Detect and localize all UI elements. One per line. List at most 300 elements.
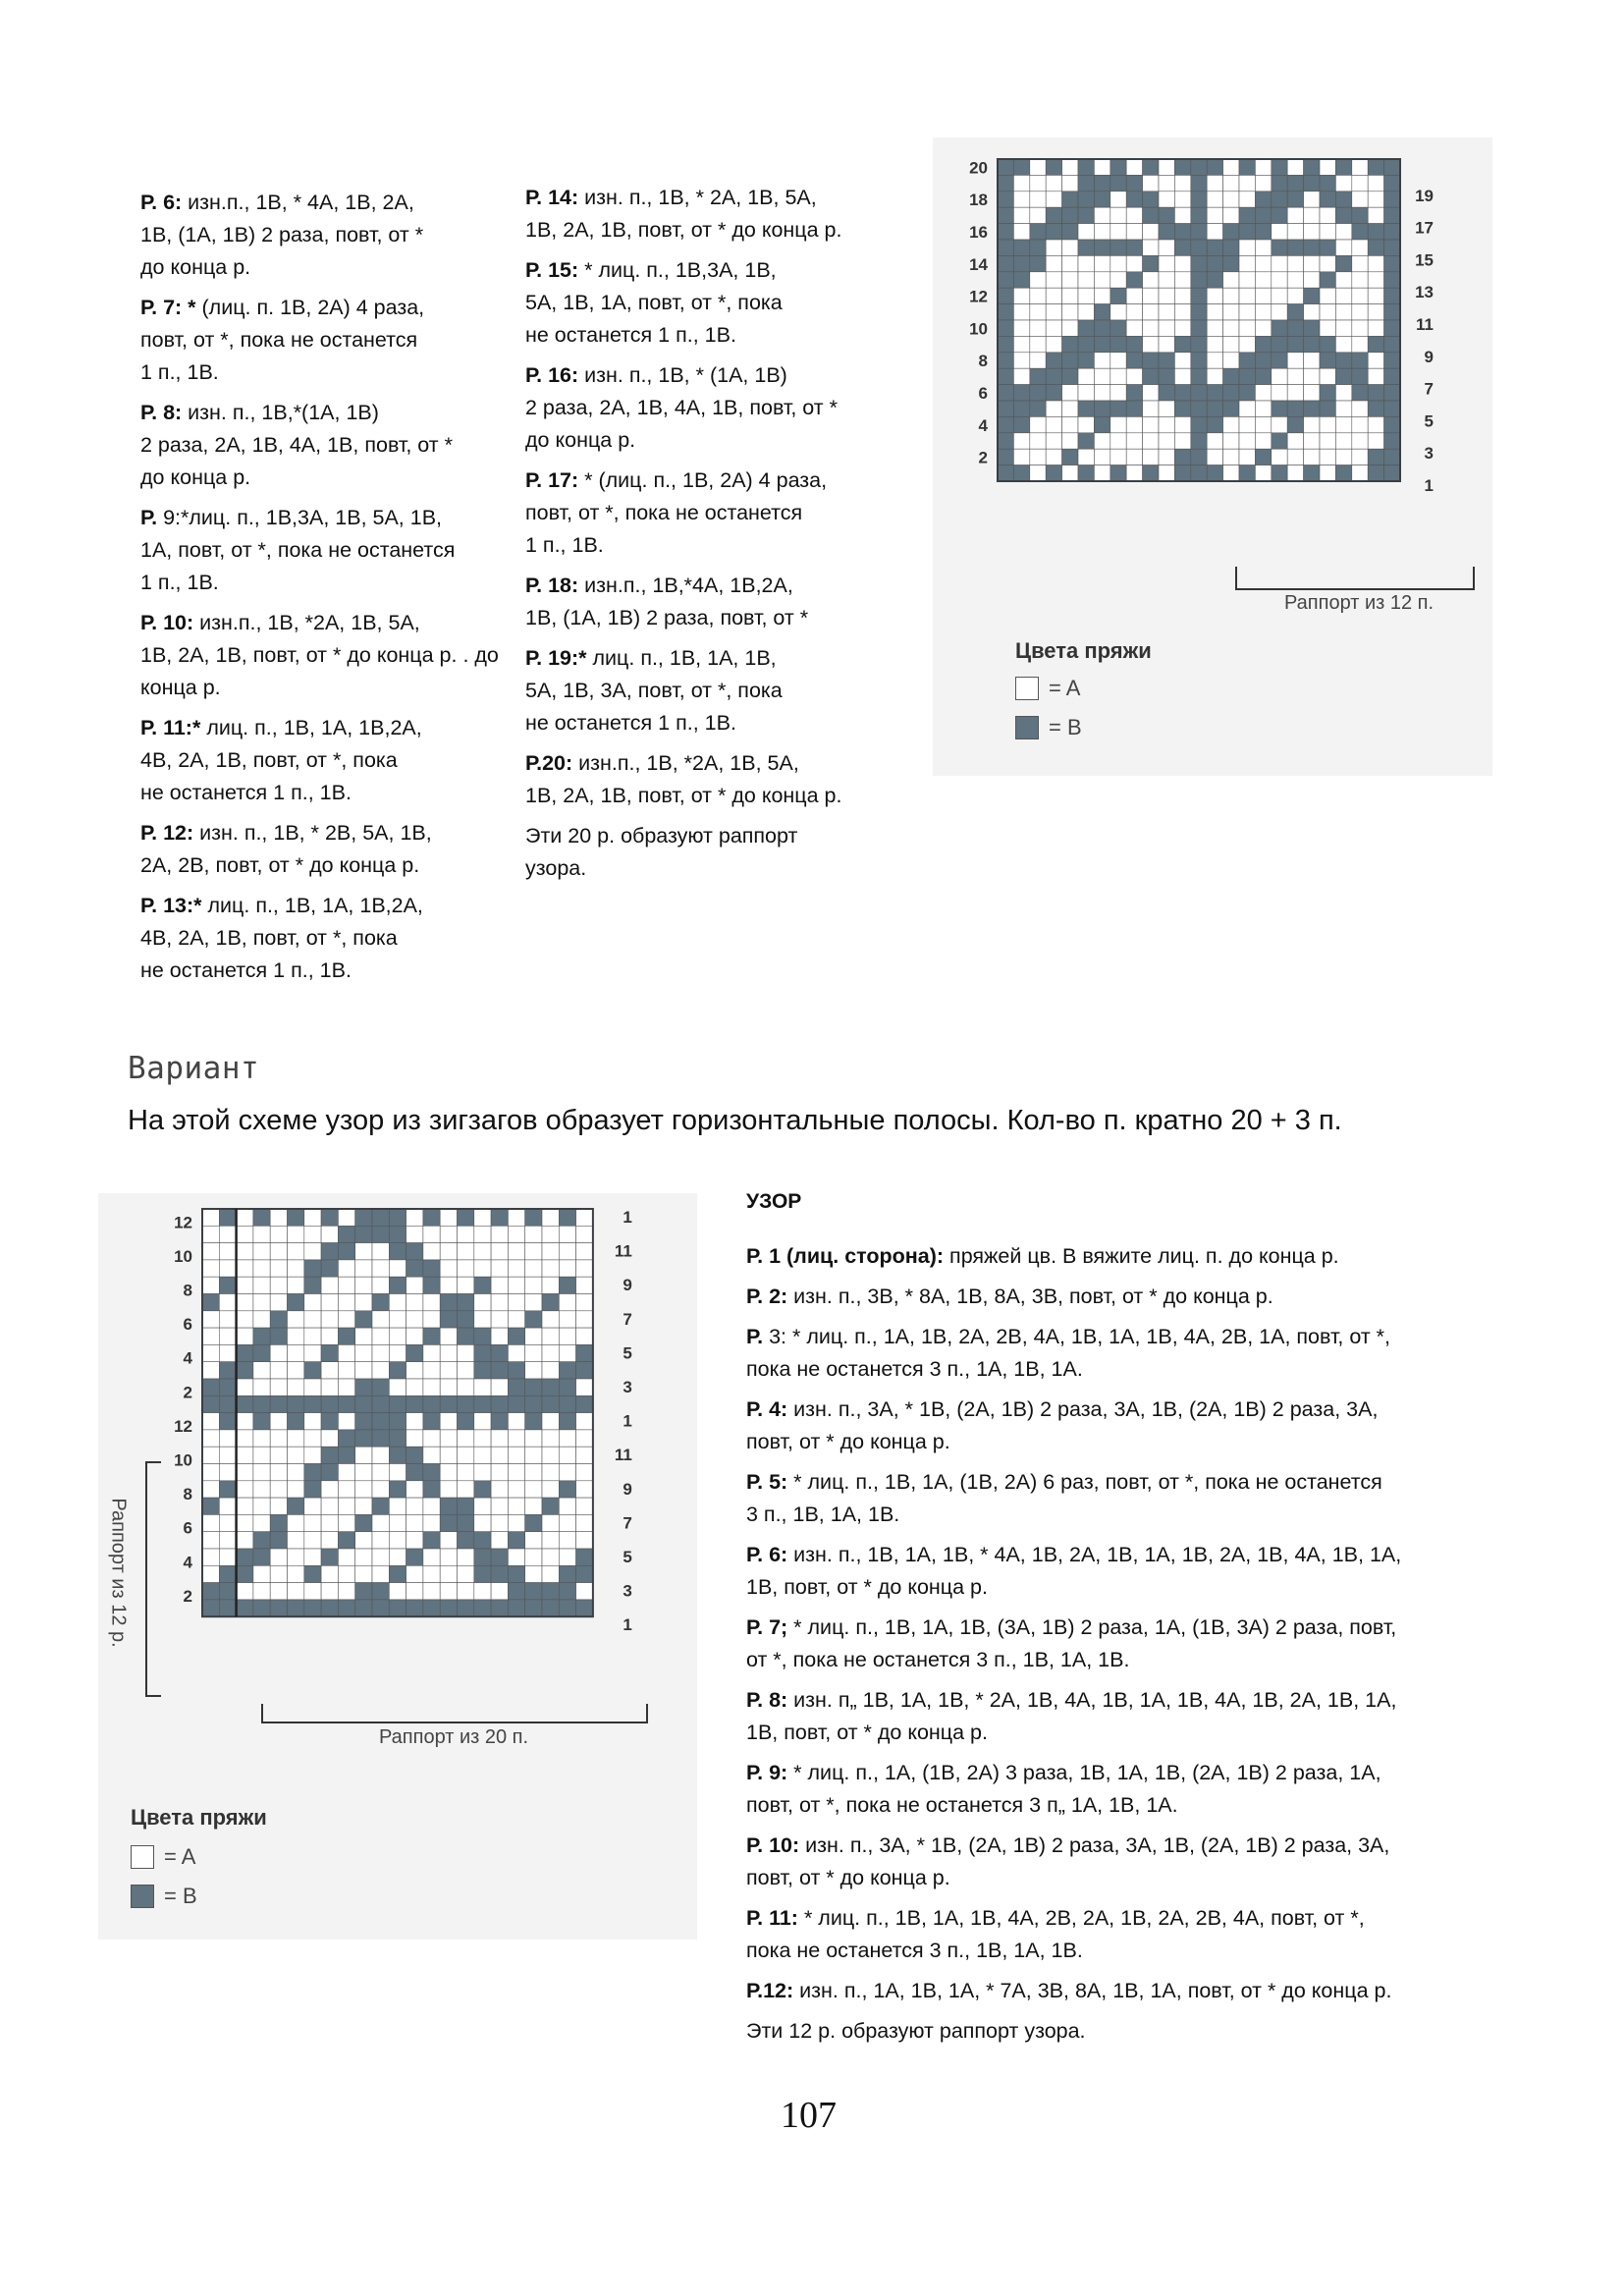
chart-cell (1159, 320, 1174, 336)
chart-cell (321, 1277, 338, 1293)
chart-cell (474, 1549, 491, 1565)
chart-cell (253, 1447, 270, 1463)
chart-cell (474, 1430, 491, 1447)
chart-cell (202, 1395, 219, 1412)
chart-cell (355, 1532, 372, 1549)
row-text-line: узора. (525, 856, 587, 880)
chart-cell (1223, 449, 1239, 465)
chart-cell (304, 1209, 321, 1226)
row-text-line: изн. п., 1В,*(1А, 1В) (188, 401, 379, 424)
row-text-line: 1В, повт, от * до конца р. (746, 1721, 988, 1744)
chart-cell (1191, 368, 1207, 384)
chart-cell (270, 1277, 287, 1293)
chart-cell (355, 1549, 372, 1565)
chart-cell (338, 1481, 354, 1498)
chart-cell (1239, 449, 1255, 465)
chart-cell (372, 1549, 389, 1565)
chart-cell (1239, 224, 1255, 240)
chart-cell (1352, 353, 1368, 368)
chart-cell (1078, 304, 1094, 320)
chart-cell (1223, 159, 1239, 175)
row-number-left: 4 (978, 415, 988, 435)
chart-cell (1174, 401, 1190, 416)
chart-cell (576, 1430, 593, 1447)
chart-cell (304, 1447, 321, 1463)
instruction-row (140, 712, 523, 809)
chart-cell (1013, 304, 1029, 320)
chart-cell (1143, 304, 1159, 320)
chart-cell (1062, 336, 1078, 352)
chart-cell (372, 1379, 389, 1395)
chart-cell (288, 1395, 304, 1412)
row-number-right: 5 (1424, 411, 1434, 431)
chart-cell (491, 1413, 508, 1430)
chart-cell (1239, 320, 1255, 336)
chart-cell (525, 1260, 542, 1277)
chart-cell (458, 1498, 474, 1514)
chart-cell (1272, 272, 1287, 288)
chart-cell (355, 1430, 372, 1447)
chart-cell (288, 1294, 304, 1311)
chart-cell (1239, 353, 1255, 368)
chart-cell (1287, 240, 1303, 255)
chart-cell (1287, 320, 1303, 336)
chart-cell (559, 1379, 575, 1395)
chart-cell (998, 401, 1013, 416)
chart-cell (406, 1430, 423, 1447)
row-label: Р. (140, 506, 158, 529)
chart-cell (1239, 304, 1255, 320)
chart-cell (1126, 433, 1142, 449)
chart-cell (440, 1311, 457, 1328)
chart-cell (1304, 304, 1320, 320)
chart-cell (474, 1379, 491, 1395)
chart-cell (491, 1395, 508, 1412)
chart-cell (1352, 224, 1368, 240)
chart-cell (1287, 449, 1303, 465)
chart-cell (1143, 449, 1159, 465)
chart-cell (1335, 416, 1351, 432)
chart-cell (406, 1294, 423, 1311)
chart-cell (1352, 191, 1368, 207)
chart-cell (1304, 207, 1320, 223)
chart-cell (304, 1464, 321, 1481)
row-number-left: 4 (183, 1348, 192, 1368)
chart-cell (321, 1549, 338, 1565)
legend-b-label: = B (164, 1884, 197, 1908)
chart-cell (576, 1243, 593, 1260)
chart-cell (1272, 255, 1287, 271)
chart-cell (288, 1328, 304, 1344)
chart-cell (542, 1464, 559, 1481)
chart-cell (321, 1464, 338, 1481)
chart-cell (1030, 159, 1046, 175)
chart-cell (372, 1294, 389, 1311)
chart-cell (1287, 207, 1303, 223)
chart-cell (1094, 449, 1110, 465)
row-text-line: до конца р. (140, 465, 251, 489)
chart-cell (389, 1277, 406, 1293)
chart-cell (355, 1565, 372, 1582)
chart-cell (1191, 224, 1207, 240)
chart-cell (508, 1344, 524, 1361)
chart-cell (1191, 416, 1207, 432)
chart-cell (998, 207, 1013, 223)
chart-cell (1094, 416, 1110, 432)
chart-cell (288, 1260, 304, 1277)
row-label: Р. 2: (746, 1285, 788, 1308)
row-number-left: 12 (969, 287, 988, 306)
chart-cell (202, 1447, 219, 1463)
chart-cell (355, 1413, 372, 1430)
chart-cell (458, 1344, 474, 1361)
chart-cell (1384, 385, 1400, 401)
chart-cell (288, 1311, 304, 1328)
chart-cell (508, 1379, 524, 1395)
chart-cell (1384, 272, 1400, 288)
chart-cell (1223, 288, 1239, 303)
chart-cell (321, 1362, 338, 1379)
chart-cell (576, 1209, 593, 1226)
chart-cell (1207, 191, 1222, 207)
chart-cell (542, 1447, 559, 1463)
chart-cell (1159, 336, 1174, 352)
row-text-line: 1А, повт, от *, пока не останется (140, 538, 456, 562)
chart-cell (1143, 353, 1159, 368)
chart-cell (440, 1379, 457, 1395)
chart-2-legend-a (131, 1844, 195, 1870)
chart-cell (270, 1565, 287, 1582)
chart-cell (1159, 224, 1174, 240)
chart-cell (1287, 401, 1303, 416)
chart-2-rapport-label: Раппорт из 20 п. (379, 1726, 529, 1748)
row-text-line: до конца р. (140, 255, 251, 279)
chart-cell (237, 1294, 253, 1311)
chart-cell (525, 1328, 542, 1344)
chart-cell (355, 1277, 372, 1293)
chart-cell (202, 1277, 219, 1293)
chart-cell (1239, 385, 1255, 401)
chart-cell (338, 1430, 354, 1447)
chart-cell (440, 1447, 457, 1463)
chart-cell (1046, 272, 1061, 288)
chart-cell (1255, 240, 1271, 255)
chart-cell (1255, 175, 1271, 191)
chart-cell (338, 1311, 354, 1328)
chart-cell (1030, 272, 1046, 288)
chart-cell (559, 1362, 575, 1379)
chart-cell (1223, 368, 1239, 384)
row-number-right: 1 (623, 1208, 632, 1227)
chart-cell (1191, 401, 1207, 416)
chart-cell (1304, 272, 1320, 288)
chart-cell (219, 1514, 236, 1531)
chart-cell (576, 1362, 593, 1379)
chart-cell (491, 1260, 508, 1277)
chart-cell (525, 1514, 542, 1531)
chart-cell (508, 1600, 524, 1616)
row-text-line: * лиц. п., 1В,3А, 1В, (584, 258, 777, 282)
chart-cell (1320, 465, 1335, 481)
chart-cell (1255, 449, 1271, 465)
chart-cell (304, 1413, 321, 1430)
chart-cell (338, 1362, 354, 1379)
chart-cell (1335, 207, 1351, 223)
row-number-right: 9 (1424, 347, 1434, 366)
chart-cell (1207, 175, 1222, 191)
chart-cell (288, 1379, 304, 1395)
row-label: Р. 12: (140, 821, 194, 845)
chart-cell (1110, 336, 1126, 352)
chart-cell (219, 1328, 236, 1344)
chart-cell (491, 1583, 508, 1600)
chart-cell (576, 1565, 593, 1582)
chart-cell (1126, 191, 1142, 207)
chart-cell (1094, 255, 1110, 271)
row-number-left: 16 (969, 223, 988, 242)
chart-cell (1174, 272, 1190, 288)
chart-cell (288, 1226, 304, 1242)
chart-cell (542, 1328, 559, 1344)
chart-cell (355, 1243, 372, 1260)
chart-cell (202, 1600, 219, 1616)
chart-cell (559, 1600, 575, 1616)
row-number-left: 4 (183, 1553, 192, 1572)
chart-cell (338, 1243, 354, 1260)
chart-cell (372, 1243, 389, 1260)
chart-cell (304, 1226, 321, 1242)
chart-cell (1304, 385, 1320, 401)
chart-cell (1368, 207, 1383, 223)
chart-cell (288, 1243, 304, 1260)
chart-cell (1078, 353, 1094, 368)
chart-cell (491, 1209, 508, 1226)
chart-cell (304, 1362, 321, 1379)
chart-cell (270, 1226, 287, 1242)
chart-cell (1094, 368, 1110, 384)
chart-cell (1223, 207, 1239, 223)
chart-cell (237, 1395, 253, 1412)
chart-cell (525, 1243, 542, 1260)
chart-cell (321, 1379, 338, 1395)
chart-cell (559, 1565, 575, 1582)
instruction-row (746, 1394, 1532, 1458)
chart-cell (1159, 368, 1174, 384)
chart-cell (1110, 240, 1126, 255)
chart-cell (559, 1294, 575, 1311)
chart-cell (1272, 433, 1287, 449)
chart-cell (321, 1311, 338, 1328)
chart-cell (1272, 336, 1287, 352)
chart-cell (1030, 255, 1046, 271)
chart-cell (389, 1328, 406, 1344)
chart-cell (355, 1344, 372, 1361)
chart-cell (1304, 224, 1320, 240)
chart-cell (1143, 288, 1159, 303)
chart-cell (1272, 159, 1287, 175)
chart-cell (491, 1311, 508, 1328)
chart-cell (304, 1379, 321, 1395)
chart-cell (338, 1209, 354, 1226)
chart-cell (1207, 353, 1222, 368)
swatch-a (131, 1845, 154, 1869)
chart-cell (542, 1379, 559, 1395)
chart-cell (1174, 320, 1190, 336)
chart-cell (202, 1514, 219, 1531)
chart-cell (1062, 385, 1078, 401)
chart-cell (458, 1532, 474, 1549)
chart-cell (474, 1447, 491, 1463)
chart-cell (253, 1413, 270, 1430)
chart-cell (1352, 272, 1368, 288)
chart-cell (1126, 288, 1142, 303)
chart-cell (1191, 320, 1207, 336)
row-text-line: Эти 12 р. образуют раппорт узора. (746, 2019, 1086, 2043)
chart-cell (508, 1514, 524, 1531)
chart-cell (270, 1447, 287, 1463)
chart-cell (998, 353, 1013, 368)
chart-cell (338, 1328, 354, 1344)
chart-cell (542, 1243, 559, 1260)
chart-cell (219, 1464, 236, 1481)
row-number-left: 8 (978, 352, 988, 371)
chart-cell (1384, 336, 1400, 352)
chart-cell (1335, 401, 1351, 416)
chart-cell (440, 1362, 457, 1379)
chart-1-rapport-label: Раппорт из 12 п. (1284, 592, 1435, 614)
row-text-line: * лиц. п., 1А, (1В, 2А) 3 раза, 1В, 1А, 1В, (2А, 1В) 2 раза, 1А, (793, 1761, 1381, 1784)
chart-cell (1384, 191, 1400, 207)
chart-cell (576, 1395, 593, 1412)
chart-cell (1013, 207, 1029, 223)
chart-cell (1368, 368, 1383, 384)
chart-cell (440, 1514, 457, 1531)
chart-cell (338, 1395, 354, 1412)
chart-cell (1126, 449, 1142, 465)
legend-a-label: = A (1049, 676, 1081, 700)
chart-cell (1078, 465, 1094, 481)
chart-cell (1287, 433, 1303, 449)
chart-cell (423, 1498, 440, 1514)
row-number-right: 9 (623, 1276, 632, 1295)
chart-cell (1335, 385, 1351, 401)
chart-cell (1287, 255, 1303, 271)
chart-cell (423, 1430, 440, 1447)
chart-cell (1191, 336, 1207, 352)
chart-cell (1352, 449, 1368, 465)
row-label: Р. 18: (525, 574, 579, 597)
chart-cell (440, 1395, 457, 1412)
row-number-left: 2 (183, 1383, 192, 1402)
chart-cell (270, 1344, 287, 1361)
chart-2-side-label: Раппорт из 12 р. (107, 1498, 130, 1648)
chart-cell (1013, 465, 1029, 481)
chart-cell (998, 304, 1013, 320)
chart-cell (423, 1362, 440, 1379)
chart-cell (1046, 288, 1061, 303)
chart-cell (1062, 191, 1078, 207)
chart-cell (202, 1226, 219, 1242)
chart-cell (372, 1583, 389, 1600)
chart-cell (270, 1395, 287, 1412)
chart-cell (1287, 191, 1303, 207)
row-text-line: до конца р. (525, 428, 636, 452)
chart-cell (1126, 336, 1142, 352)
chart-cell (237, 1481, 253, 1498)
chart-cell (1304, 465, 1320, 481)
chart-cell (372, 1532, 389, 1549)
instruction-row (525, 465, 908, 562)
chart-cell (474, 1481, 491, 1498)
chart-cell (1320, 368, 1335, 384)
row-text-line: Эти 20 р. образуют раппорт (525, 824, 798, 847)
chart-cell (1078, 416, 1094, 432)
row-text-line: 1 п., 1В. (525, 533, 604, 557)
chart-cell (1320, 288, 1335, 303)
chart-cell (1368, 175, 1383, 191)
chart-cell (576, 1532, 593, 1549)
chart-cell (1094, 336, 1110, 352)
row-number-left: 10 (174, 1246, 192, 1266)
row-label: Р. 5: (746, 1470, 788, 1494)
chart-cell (406, 1549, 423, 1565)
chart-cell (1352, 320, 1368, 336)
chart-cell (423, 1583, 440, 1600)
chart-cell (576, 1311, 593, 1328)
chart-cell (559, 1311, 575, 1328)
chart-cell (1255, 416, 1271, 432)
chart-cell (372, 1311, 389, 1328)
chart-cell (1239, 433, 1255, 449)
chart-cell (1384, 288, 1400, 303)
chart-cell (1159, 191, 1174, 207)
chart-cell (406, 1328, 423, 1344)
chart-cell (1368, 416, 1383, 432)
chart-cell (1110, 353, 1126, 368)
chart-cell (219, 1549, 236, 1565)
chart-cell (406, 1344, 423, 1361)
instruction-row (746, 1902, 1532, 1967)
chart-cell (270, 1311, 287, 1328)
chart-cell (508, 1430, 524, 1447)
chart-cell (1126, 224, 1142, 240)
chart-cell (372, 1565, 389, 1582)
chart-cell (491, 1226, 508, 1242)
instruction-row (140, 502, 523, 599)
chart-cell (1126, 401, 1142, 416)
chart-cell (1094, 207, 1110, 223)
chart-cell (559, 1209, 575, 1226)
chart-cell (440, 1226, 457, 1242)
chart-cell (525, 1294, 542, 1311)
chart-cell (1110, 224, 1126, 240)
chart-cell (237, 1379, 253, 1395)
chart-cell (1320, 207, 1335, 223)
chart-cell (253, 1243, 270, 1260)
chart-cell (1384, 255, 1400, 271)
chart-cell (542, 1260, 559, 1277)
chart-cell (1013, 336, 1029, 352)
instruction-row (746, 1539, 1532, 1604)
chart-cell (423, 1226, 440, 1242)
chart-cell (1239, 336, 1255, 352)
chart-cell (491, 1430, 508, 1447)
chart-cell (1078, 401, 1094, 416)
chart-cell (998, 175, 1013, 191)
chart-cell (1094, 433, 1110, 449)
chart-cell (406, 1277, 423, 1293)
chart-cell (1255, 272, 1271, 288)
